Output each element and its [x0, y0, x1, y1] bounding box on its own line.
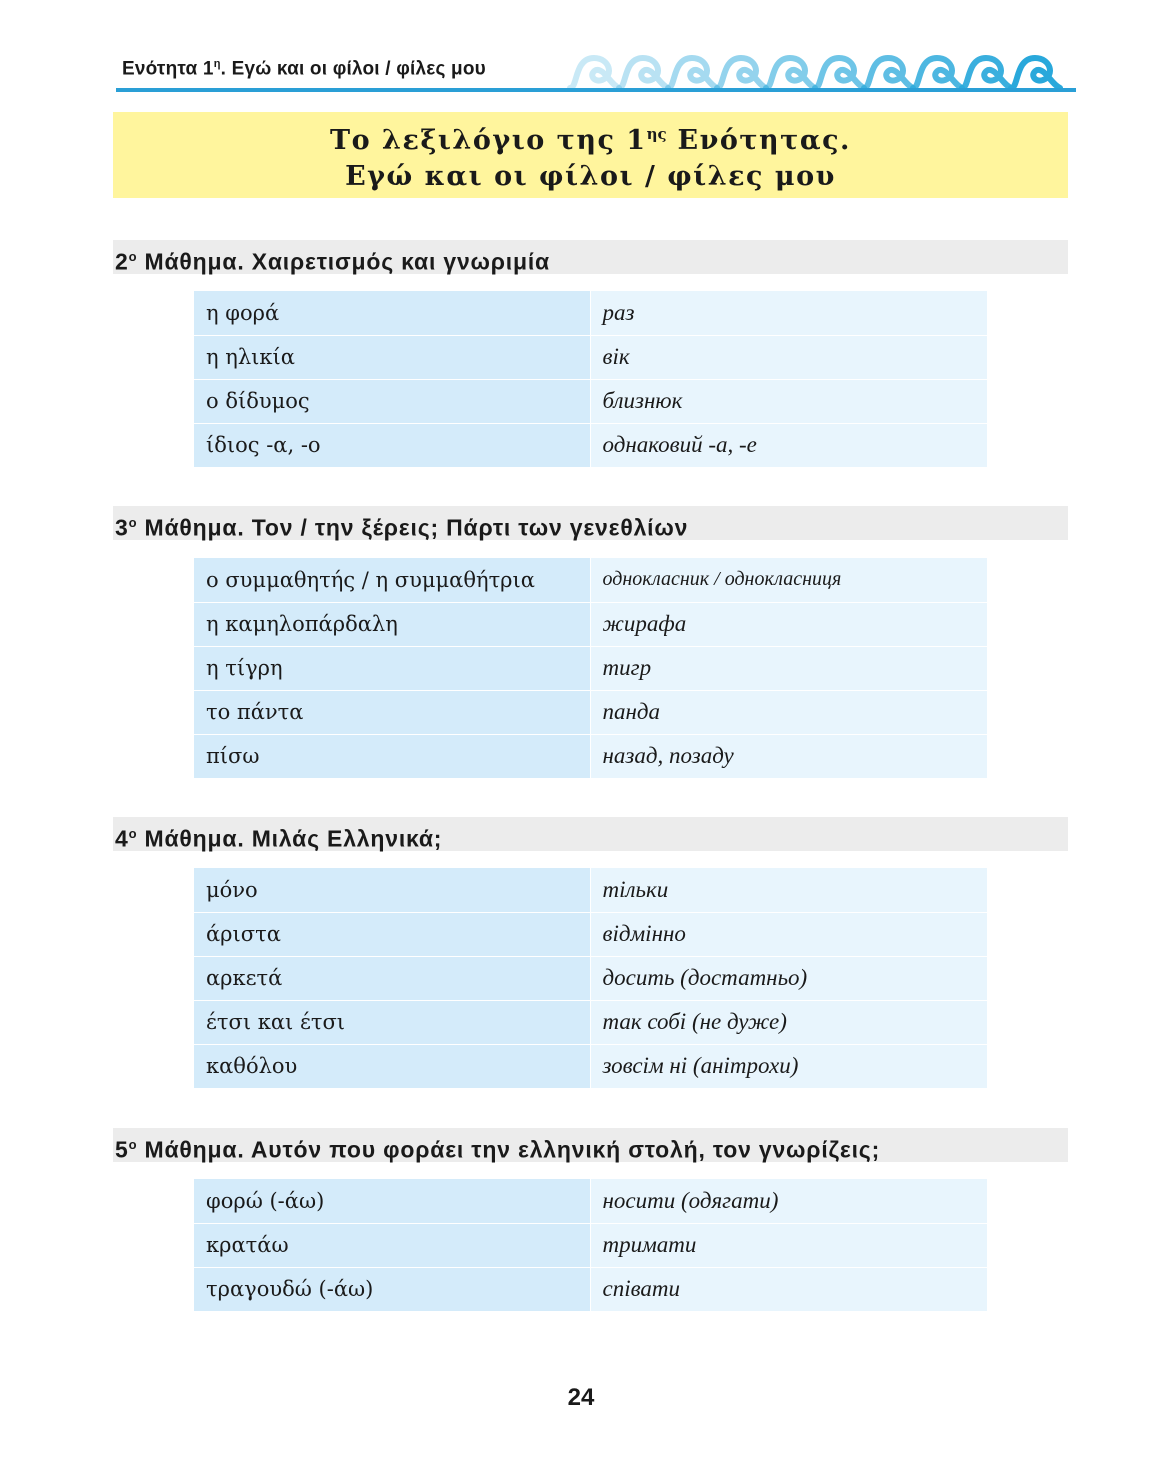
- ukrainian-translation: назад, позаду: [590, 734, 987, 778]
- wave-spiral: [815, 58, 864, 88]
- section-heading-lesson-2: $2^o$ Μάθημα. Χαιρετισμός και γνωριμία: [113, 240, 1068, 274]
- greek-term: το πάντα: [194, 690, 590, 734]
- running-header: [116, 44, 1076, 96]
- table-row: [194, 912, 987, 956]
- ukrainian-translation: співати: [590, 1267, 987, 1311]
- greek-term: η ηλικία: [194, 335, 590, 379]
- wave-spiral: [913, 58, 962, 88]
- ukrainian-translation: однокласник / однокласниця: [590, 558, 987, 602]
- greek-term: ο συμμαθητής / η συμμαθήτρια: [194, 558, 590, 602]
- greek-term: η τίγρη: [194, 646, 590, 690]
- table-row: [194, 646, 987, 690]
- title-line-2: Εγώ και οι φίλοι / φίλες μου: [345, 160, 836, 192]
- table-row: [194, 1000, 987, 1044]
- table-row: [194, 734, 987, 778]
- wave-spiral: [717, 58, 766, 88]
- table-row: [194, 956, 987, 1000]
- section-heading-lesson-5: $5^o$ Μάθημα. Αυτόν που φοράει την ελληνική στολή, τον γνωρίζεις;: [113, 1128, 1068, 1162]
- greek-term: φορώ (-άω): [194, 1179, 590, 1223]
- vocab-table-lesson-3: [194, 558, 987, 778]
- wave-spiral: [570, 58, 619, 88]
- greek-term: η καμηλοπάρδαλη: [194, 602, 590, 646]
- wave-spiral: [766, 58, 815, 88]
- vocab-table-lesson-4: [194, 868, 987, 1088]
- table-row: [194, 602, 987, 646]
- table-row: [194, 1223, 987, 1267]
- ukrainian-translation: раз: [590, 291, 987, 335]
- running-title: Ενότητα $1^\eta$. Εγώ και οι φίλοι / φίλες μου: [122, 58, 486, 80]
- greek-term: άριστα: [194, 912, 590, 956]
- title-line-1: Το λεξιλόγιο της $1^{\eta\varsigma}$ Ενότητας.: [330, 124, 851, 156]
- table-row: [194, 1267, 987, 1311]
- ukrainian-translation: вік: [590, 335, 987, 379]
- table-row: [194, 291, 987, 335]
- ukrainian-translation: однаковий -а, -е: [590, 423, 987, 467]
- table-row: [194, 1044, 987, 1088]
- wave-spiral: [668, 58, 717, 88]
- page-number: 24: [567, 1384, 595, 1411]
- ukrainian-translation: досить (достатньо): [590, 956, 987, 1000]
- greek-term: τραγουδώ (-άω): [194, 1267, 590, 1311]
- wave-spiral: [1011, 58, 1060, 88]
- greek-term: η φορά: [194, 291, 590, 335]
- ukrainian-translation: зовсім ні (анітрохи): [590, 1044, 987, 1088]
- greek-term: κρατάω: [194, 1223, 590, 1267]
- section-heading-lesson-3: $3^o$ Μάθημα. Τον / την ξέρεις; Πάρτι των γενεθλίων: [113, 506, 1068, 540]
- header-rule: [116, 88, 1076, 92]
- table-row: [194, 379, 987, 423]
- ukrainian-translation: носити (одягати): [590, 1179, 987, 1223]
- title-banner: [113, 112, 1068, 198]
- vocab-table-lesson-5: [194, 1179, 987, 1311]
- greek-term: καθόλου: [194, 1044, 590, 1088]
- greek-term: μόνο: [194, 868, 590, 912]
- greek-term: πίσω: [194, 734, 590, 778]
- greek-wave-ornament: [562, 48, 1074, 90]
- table-row: [194, 335, 987, 379]
- wave-spiral: [962, 58, 1011, 88]
- ukrainian-translation: тримати: [590, 1223, 987, 1267]
- ukrainian-translation: жирафа: [590, 602, 987, 646]
- greek-term: ίδιος -α, -ο: [194, 423, 590, 467]
- ukrainian-translation: близнюк: [590, 379, 987, 423]
- table-row: [194, 690, 987, 734]
- ukrainian-translation: панда: [590, 690, 987, 734]
- ukrainian-translation: відмінно: [590, 912, 987, 956]
- wave-spiral: [619, 58, 668, 88]
- vocab-table-lesson-2: [194, 291, 987, 467]
- greek-term: έτσι και έτσι: [194, 1000, 590, 1044]
- table-row: [194, 1179, 987, 1223]
- ukrainian-translation: так собі (не дуже): [590, 1000, 987, 1044]
- ukrainian-translation: тигр: [590, 646, 987, 690]
- table-row: [194, 558, 987, 602]
- ukrainian-translation: тільки: [590, 868, 987, 912]
- table-row: [194, 868, 987, 912]
- greek-term: αρκετά: [194, 956, 590, 1000]
- wave-spiral: [864, 58, 913, 88]
- section-heading-lesson-4: $4^o$ Μάθημα. Μιλάς Ελληνικά;: [113, 817, 1068, 851]
- table-row: [194, 423, 987, 467]
- greek-term: ο δίδυμος: [194, 379, 590, 423]
